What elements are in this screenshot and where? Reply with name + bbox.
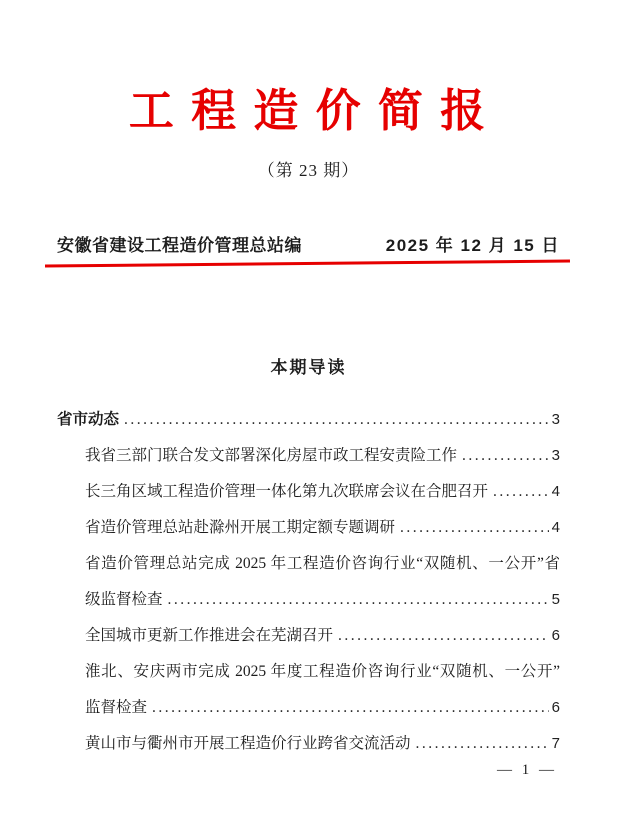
toc-entry — [57, 474, 560, 510]
dotted-leader — [416, 726, 549, 762]
toc-page-number: 3 — [551, 446, 560, 464]
toc-page-number: 7 — [551, 734, 560, 752]
toc-entry-text: 淮北、安庆两市完成 2025 年度工程造价咨询行业“双随机、一公开” — [85, 662, 560, 680]
dotted-leader — [338, 618, 549, 654]
page-number: — 1 — — [497, 762, 557, 778]
document-title: 工 程 造 价 简 报 — [128, 86, 489, 136]
toc-entry — [57, 438, 560, 474]
toc-page-number: 6 — [551, 698, 560, 716]
toc-page-number: 6 — [551, 626, 560, 644]
toc-entry — [57, 582, 560, 618]
dotted-leader — [462, 438, 549, 474]
publication-date: 2025 年 12 月 15 日 — [385, 235, 560, 255]
dotted-leader — [124, 402, 549, 438]
toc-page-number: 3 — [551, 410, 560, 428]
dotted-leader — [400, 510, 549, 546]
toc-entry-text: 级监督检查 — [85, 590, 163, 608]
dotted-leader — [493, 474, 549, 510]
toc-entry-text: 省造价管理总站完成 2025 年工程造价咨询行业“双随机、一公开”省 — [85, 554, 560, 572]
toc-page-number: 4 — [551, 518, 560, 536]
issue-number: （第 23 期） — [257, 160, 360, 180]
toc-entry-text: 省市动态 — [57, 410, 120, 428]
toc-page-number: 4 — [551, 482, 560, 500]
editor-name: 安徽省建设工程造价管理总站编 — [57, 235, 302, 255]
toc-entry-text: 长三角区域工程造价管理一体化第九次联席会议在合肥召开 — [85, 482, 489, 500]
toc-entry — [57, 726, 560, 762]
toc-entry — [57, 402, 560, 438]
toc-entry — [57, 510, 560, 546]
toc-page-number: 5 — [551, 590, 560, 608]
toc-entry — [57, 546, 560, 582]
toc-title: 本期导读 — [270, 357, 347, 377]
toc-entry-text: 监督检查 — [85, 698, 148, 716]
dotted-leader — [152, 690, 549, 726]
toc-entry — [57, 690, 560, 726]
toc-entry-text: 我省三部门联合发文部署深化房屋市政工程安责险工作 — [85, 446, 458, 464]
publication-info — [57, 231, 560, 256]
dotted-leader — [168, 582, 549, 618]
toc-entry-text: 省造价管理总站赴滁州开展工期定额专题调研 — [85, 518, 396, 536]
toc-entry-text: 黄山市与衢州市开展工程造价行业跨省交流活动 — [85, 734, 411, 752]
table-of-contents — [57, 402, 560, 762]
toc-entry — [57, 654, 560, 690]
toc-entry — [57, 618, 560, 654]
red-divider — [45, 259, 570, 267]
toc-entry-text: 全国城市更新工作推进会在芜湖召开 — [85, 626, 334, 644]
